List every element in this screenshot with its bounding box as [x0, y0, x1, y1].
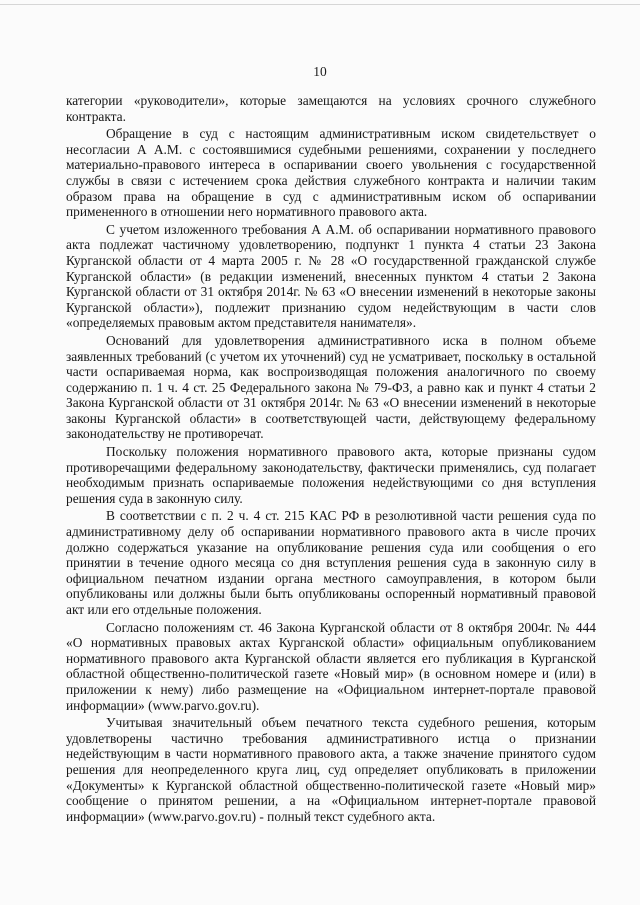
- paragraph-1: категории «руководители», которые замещаются на условиях срочного служебного контракта.: [66, 93, 596, 124]
- paragraph-3: С учетом изложенного требования А А.М. об оспаривании нормативного правового акта подлежат частичному удовлетворению, подпункт 1 пункта 4 статьи 23 Закона Курганской области от 4 марта 2005 г. № 28 «О государственной гражданской службе Курганской области» (в редакции изменений, внесенных пунктом 4 статьи 2 Закона Курганской области от 31 октября 2014г. № 63 «О внесении изменений в некоторые законы Курганской области»), подлежит признанию судом недействующим в части слов «определяемых правовым актом представителя нанимателя».: [66, 221, 596, 331]
- document-body: [66, 93, 596, 824]
- scan-edge-line: [0, 4, 640, 5]
- paragraph-8: Учитывая значительный объем печатного текста судебного решения, которым удовлетворены частично требования административного истца о признании недействующим в части нормативного правового акта, а также значение принятого судом решения для неопределенного круга лиц, суд определяет опубликовать в приложении «Документы» к Курганской областной общественно-политической газете «Новый мир» сообщение о принятом решении, а на «Официальном интернет-портале правовой информации» (www.parvo.gov.ru) - полный текст судебного акта.: [66, 715, 596, 824]
- paragraph-5: Поскольку положения нормативного правового акта, которые признаны судом противоречащими федеральному законодательству, фактически применялись, суд полагает необходимым признать оспариваемые положения недействующими со дня вступления решения суда в законную силу.: [66, 444, 596, 506]
- paragraph-6: В соответствии с п. 2 ч. 4 ст. 215 КАС РФ в резолютивной части решения суда по административному делу об оспаривании нормативного правового акта в числе прочих должно содержаться указание на опубликование решения суда или сообщения о его принятии в течение одного месяца со дня вступления решения суда в законную силу в официальном печатном издании органа местного самоуправления, в котором были опубликованы или должны были быть опубликованы оспоренный нормативный правовой акт или его отдельные положения.: [66, 508, 596, 617]
- paragraph-2: Обращение в суд с настоящим административным иском свидетельствует о несогласии А А.М. с состоявшимися судебными решениями, сохранении у последнего материально-правового интереса в оспаривании своего увольнения с государственной службы в связи с истечением срока действия служебного контракта и наличии таким образом права на обращение в суд с административным иском об оспаривании примененного в отношении него нормативного правового акта.: [66, 126, 596, 220]
- page-number: 10: [313, 64, 327, 79]
- paragraph-4: Оснований для удовлетворения административного иска в полном объеме заявленных требований (с учетом их уточнений) суд не усматривает, поскольку в остальной части оспариваемая норма, как воспроизводящая положения аналогичного по своему содержанию п. 1 ч. 4 ст. 25 Федерального закона № 79-ФЗ, а равно как и пункт 4 статьи 2 Закона Курганской области от 31 октября 2014г. № 63 «О внесении изменений в некоторые законы Курганской области» в соответствующей части, действующему федеральному законодательству не противоречат.: [66, 332, 596, 442]
- paragraph-7: Согласно положениям ст. 46 Закона Курганской области от 8 октября 2004г. № 444 «О нормативных правовых актах Курганской области» официальным опубликованием нормативного правового акта Курганской области является его публикация в Курганской областной общественно-политической газете «Новый мир» (в основном номере и (или) в приложении к нему) либо размещение на «Официальном интернет-портале правовой информации» (www.parvo.gov.ru).: [66, 619, 596, 713]
